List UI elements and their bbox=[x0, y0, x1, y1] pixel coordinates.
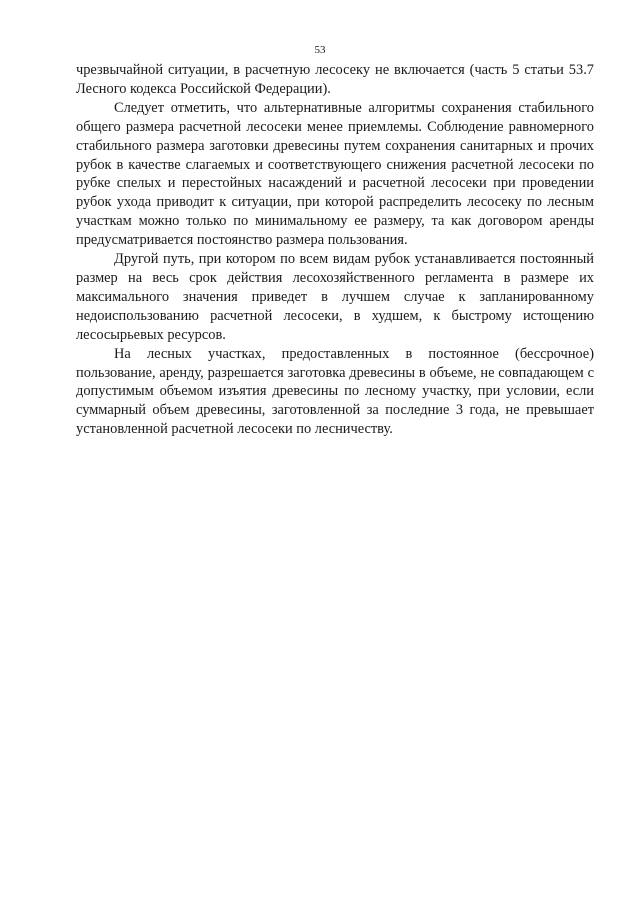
paragraph-continuation: чрезвычайной ситуации, в расчетную лесосеку не включается (часть 5 статьи 53.7 Лесного кодекса Российской Федерации). bbox=[76, 62, 594, 97]
paragraph-forest-plots: На лесных участках, предоставленных в постоянное (бессрочное) пользование, аренду, разрешается заготовка древесины в объеме, не совпадающем с допустимым объемом изъятия древесины по лесному участку, при условии, если суммарный объем древесины, заготовленной за последние 3 года, не превышает установленной расчетной лесосеки по лесничеству. bbox=[76, 345, 594, 438]
page-number: 53 bbox=[314, 44, 326, 56]
document-body bbox=[76, 61, 594, 439]
paragraph-other-path: Другой путь, при котором по всем видам рубок устанавливается постоянный размер на весь срок действия лесохозяйственного регламента в размере их максимального значения приведет в лучшем случае к запланированному недоиспользованию расчетной лесосеки, в худшем, к быстрому истощению лесосырьевых ресурсов. bbox=[76, 251, 594, 343]
paragraph-alternative-algorithms: Следует отметить, что альтернативные алгоритмы сохранения стабильного общего размера расчетной лесосеки менее приемлемы. Соблюдение равномерного стабильного размера заготовки древесины путем сохранения санитарных и прочих рубок в качестве слагаемых и соответствующего снижения расчетной лесосеки по рубке спелых и перестойных насаждений и расчетной лесосеки при проведении рубок ухода приводит к ситуации, при которой распределить лесосеку по лесным участкам можно только по минимальному ее размеру, та как договором аренды предусматривается постоянство размера пользования. bbox=[76, 99, 594, 249]
